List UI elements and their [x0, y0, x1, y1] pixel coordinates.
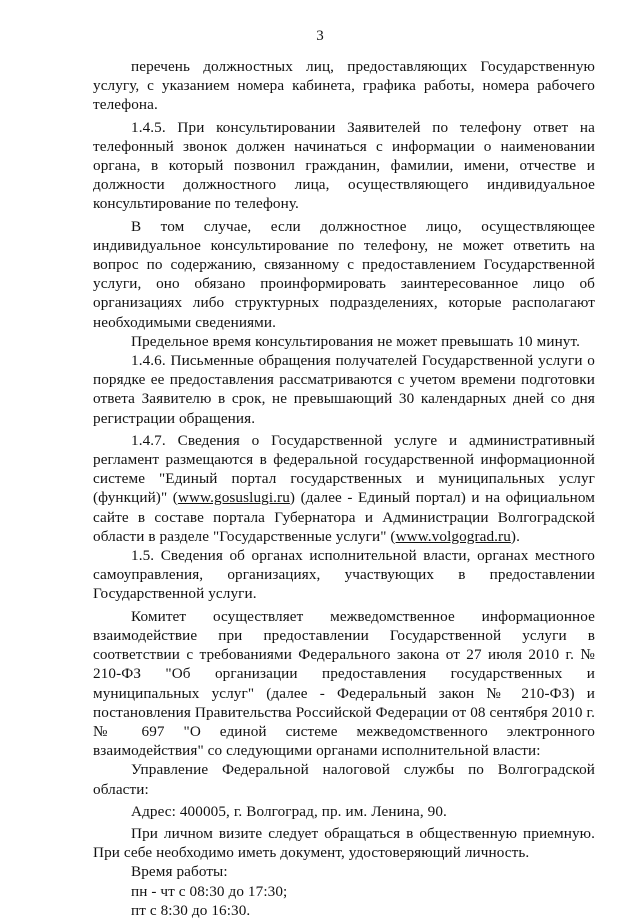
paragraph-personal-visit: При личном визите следует обращаться в общественную приемную. При себе необходимо иметь документ, удостоверяющий личность. [93, 824, 595, 862]
volgograd-link[interactable]: www.volgograd.ru [395, 527, 511, 545]
paragraph-1-4-7-text-b: ) (далее - Единый портал) и на официальном сайте в составе портала Губернатора и Администрации Волгоградской области в разделе "Государственные услуги" ( [93, 489, 595, 545]
paragraph-unable-to-answer: В том случае, если должностное лицо, осуществляющее индивидуальное консультирование по телефону, не может ответить на вопрос по содержанию, связанному с предоставлением Государственной услуги, оно обязано проинформировать заинтересованное лицо об организациях либо структурных подразделениях, которые располагают необходимыми сведениями. [93, 217, 595, 331]
working-hours-mon-thu: пн - чт с 08:30 до 17:30; [131, 882, 288, 900]
page-number: 3 [316, 28, 324, 44]
paragraph-1-5: 1.5. Сведения об органах исполнительной власти, органах местного самоуправления, организациях, участвующих в предоставлении Государственной услуги. [93, 547, 595, 603]
gosuslugi-link[interactable]: www.gosuslugi.ru [177, 489, 290, 507]
working-hours-label: Время работы: [131, 863, 228, 881]
working-hours-fri: пт с 8:30 до 16:30. [131, 901, 251, 919]
document-body [93, 57, 595, 920]
paragraph-1-4-7-text-c: ). [510, 527, 520, 545]
paragraph-tax-service: Управление Федеральной налоговой службы по Волгоградской области: [93, 761, 595, 798]
paragraph-consultation-time: Предельное время консультирования не может превышать 10 минут. [131, 332, 580, 350]
paragraph-1-4-7 [93, 431, 595, 546]
paragraph-interagency: Комитет осуществляет межведомственное информационное взаимодействие при предоставлении Государственной услуги в соответствии с требованиями Федерального закона от 27 июля 2010 г. № 210-ФЗ "Об организации предоставления государственных и муниципальных услуг" (далее - Федеральный закон № 210-ФЗ) и постановления Правительства Российской Федерации от 08 сентября 2010 г. № 697 "О единой системе межведомственного электронного взаимодействия" со следующими органами исполнительной власти: [93, 607, 595, 760]
paragraph-1-4-6: 1.4.6. Письменные обращения получателей Государственной услуги о порядке ее предоставления рассматриваются с учетом времени подготовки ответа Заявителю в срок, не превышающий 30 календарных дней со дня регистрации обращения. [93, 352, 595, 427]
paragraph-1-4-7-text-a: 1.4.7. Сведения о Государственной услуге и административный регламент размещаются в федеральной государственной информационной системе "Единый портал государственных и муниципальных услуг (функций)" ( [93, 431, 595, 507]
paragraph-officials-list: перечень должностных лиц, предоставляющих Государственную услугу, с указанием номера кабинета, графика работы, номера рабочего телефона. [93, 58, 595, 114]
paragraph-1-4-5: 1.4.5. При консультировании Заявителей по телефону ответ на телефонный звонок должен начинаться с информации о наименовании органа, в который позвонил гражданин, фамилии, имени, отчестве и должности должностного лица, осуществляющего индивидуальное консультирование по телефону. [93, 118, 595, 213]
paragraph-address: Адрес: 400005, г. Волгоград, пр. им. Ленина, 90. [131, 802, 447, 820]
